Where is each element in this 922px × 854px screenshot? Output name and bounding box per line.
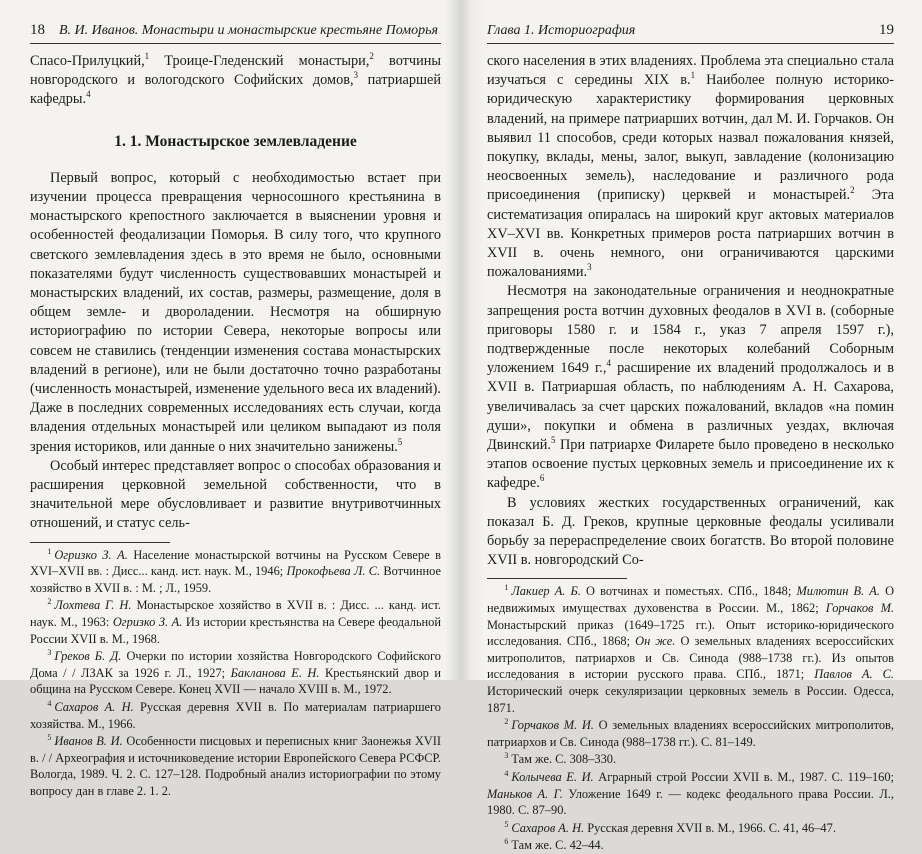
running-head — [487, 0, 894, 44]
running-head-title: Глава 1. Историография — [487, 23, 636, 38]
running-head-title: В. И. Иванов. Монастыри и монастырские крестьяне Поморья — [59, 23, 438, 38]
footnotes — [487, 583, 894, 854]
body-text — [30, 52, 441, 534]
footnote: $^4$ Колычева Е. И. Аграрный строй России XVII в. М., 1987. С. 119–160; Маньков А. Г. Уложение 1649 г. — кодекс феодального права России. Л., 1980. С. 87–90. — [487, 768, 894, 818]
footnote-rule — [30, 542, 170, 543]
paragraph: Первый вопрос, который с необходимостью встает при изучении процесса превращения черносошного крестьянина в монастырского крепостного заключается в выяснении уровня и особенностей феодализации Поморья. В силу того, что крупного светского землевладения здесь в это время не было, основными показателями будут численность существовавших монастырей и монастырских владений, их состав, размеры, размещение, доля в общем земле- и двороладении. Несмотря на обширную историографию по истории Севера, некоторые вопросы или совсем не ставились (тенденции изменения состава монастырских владений в регионе), или не были достаточно точно разработаны (численность монастырей, изменение удельного веса их владений). Даже в последних современных исследованиях есть случаи, когда владения отдельных монастырей или целиком выпадают из поля зрения историков, или данные о них значительно занижены.$^5$ — [30, 169, 442, 455]
paragraph: Особый интерес представляет вопрос о способах образования и расширения церковной земельной собственности, что в значительной мере обусловливает и развитие внутривотчинных отношений, и статус сель- — [30, 457, 441, 532]
footnote-rule — [487, 578, 627, 579]
body-text — [487, 52, 894, 570]
footnote: $^5$ Иванов В. И. Особенности писцовых и переписных книг Заонежья XVII в. / / Археография и источниковедение истории Европейского Севера РСФСР. Вологда, 1989. Ч. 2. С. 127–128. Подробный анализ историографии по этому вопросу дан в главе 2. 1. 2. — [30, 733, 441, 798]
intro-line: Спасо-Прилуцкий,$^1$ Троице-Гледенский монастыри,$^2$ вотчины новгородского и вологодского Софийских домов,$^3$ патриаршей кафедры.$^4$ — [30, 51, 441, 108]
footnote: $^2$ Лохтева Г. Н. Монастырское хозяйство в XVII в. : Дисс. ... канд. ист. наук. М., 1963: Огризко З. А. Из истории крестьянства на Севере феодальной России XVII в. М., 1968. — [30, 597, 441, 646]
right-page — [461, 0, 922, 853]
footnote: $^1$ Лакиер А. Б. О вотчинах и поместьях. СПб., 1848; Милютин В. А. О недвижимых имуществах духовенства в России. М., 1862; Горчаков М. Монастырский приказ (1649–1725 гг.). Опыт историко-юридического исследования. СПб., 1868; Он же. О земельных владениях всероссийских митрополитов, патриархов и Св. Синода (988–1738 гг.). Из опытов исследования в истории русского права. СПб., 1871; Павлов А. С. Исторический очерк секуляризации церковных земель в России. Одесса, 1871. — [487, 583, 895, 715]
paragraph: ского населения в этих владениях. Проблема эта специально стала изучаться с середины XIX в.$^1$ Наиболее полную историко-юридическую характеристику формирования церковных владений, на примере патриарших вотчин, дал М. И. Горчаков. Он выявил 11 способов, среди которых назвал пожалования князей, покупку, вклады, мены, залог, выкуп, завладение (колонизацию неосвоенных земель), наследование и различного рода присоединения (приписку) церквей и монастырей.$^2$ Эта систематизация опиралась на широкий круг актовых материалов XV–XVI вв. Конкретных примеров роста патриарших вотчин в XVII в. очень немного, они ограничиваются царскими пожалованиями.$^3$ — [487, 53, 895, 281]
paragraph: В условиях жестких государственных ограничений, как показал Б. Д. Греков, крупные церковные феодалы усиливали борьбу за перераспределение своих богатств. Во второй половине XVII в. новгородский Со- — [487, 494, 894, 569]
section-heading: 1. 1. Монастырское землевладение — [114, 132, 357, 150]
footnotes — [30, 547, 441, 800]
footnote: $^6$ Там же. С. 42–44. — [504, 837, 604, 853]
footnote: $^2$ Горчаков М. И. О земельных владениях всероссийских митрополитов, патриархов и Св. Синода (988–1738 гг.). С. 81–149. — [487, 717, 894, 749]
footnote: $^3$ Греков Б. Д. Очерки по истории хозяйства Новгородского Софийского Дома / / ЛЗАК за 1926 г. Л., 1927; Бакланова Е. Н. Крестьянский двор и община на Русском Севере. Конец XVII — начало XVIII в. М., 1972. — [30, 648, 441, 697]
left-page — [0, 0, 461, 798]
page-number: 18 — [30, 22, 45, 38]
footnote: $^1$ Огризко З. А. Население монастырской вотчины на Русском Севере в XVI–XVII вв. : Дисс... канд. ист. наук. М., 1946; Прокофьева Л. С. Вотчинное хозяйство в XVII в. : М. ; Л., 1959. — [30, 546, 441, 595]
page-number: 19 — [879, 22, 894, 38]
paragraph: Несмотря на законодательные ограничения и неоднократные запрещения роста вотчин духовных феодалов в XVI в. (соборные приговоры 1580 г. и 1584 г., указ 7 апреля 1597 г.), подтвержденные после некоторых колебаний Соборным уложением 1649 г.,$^4$ расширение их владений продолжалось и в XVII в. Патриаршая область, по наблюдениям А. Н. Сахарова, увеличивалась за счет царских пожалований, вкладов «на помин души», покупки и обмена в различных уездах, включая Двинский.$^5$ При патриархе Филарете было проведено в несколько этапов освоение пустых церковных земель и присоединение их к кафедре.$^6$ — [487, 283, 894, 492]
footnote: $^4$ Сахаров А. Н. Русская деревня XVII в. По материалам патриаршего хозяйства. М., 1966. — [30, 698, 441, 731]
footnote: $^5$ Сахаров А. Н. Русская деревня XVII в. М., 1966. С. 41, 46–47. — [504, 819, 836, 835]
footnote: $^3$ Там же. С. 308–330. — [504, 751, 617, 767]
running-head — [30, 0, 441, 44]
